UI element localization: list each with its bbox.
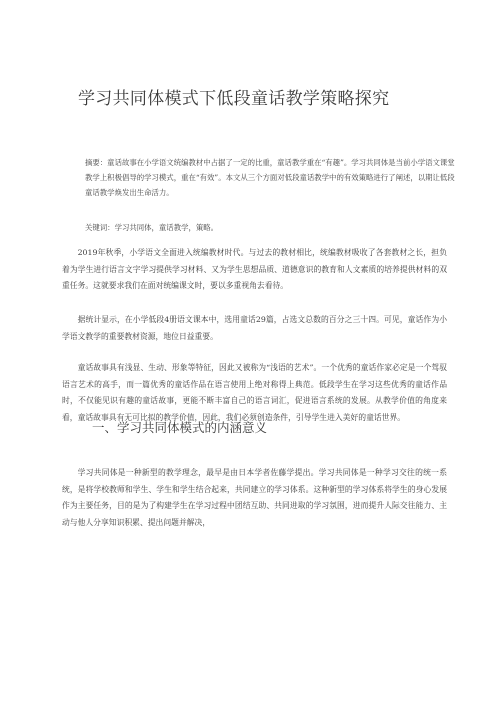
document-title: 学习共同体模式下低段童话教学策略探究 xyxy=(78,89,390,109)
body-paragraph-2: 据统计显示，在小学低段4册语文课本中，选用童话29篇，占选文总数的百分之三十四。可见，童话作为小学语文教学的重要教材资源，地位日益重要。 xyxy=(62,315,447,341)
abstract-paragraph: 摘要：童话故事在小学语文统编教材中占据了一定的比重，童话教学重在“有趣”。学习共同体是当前小学语文课堂教学上积极倡导的学习模式，重在“有效”。本文从三个方面对低段童话教学中的有效策略进行了阐述，以期让低段童话教学焕发出生命活力。 xyxy=(85,158,455,197)
body-paragraph-3: 童话故事具有浅显、生动、形象等特征，因此又被称为“浅语的艺术”。一个优秀的童话作家必定是一个驾驭语言艺术的高手，而一篇优秀的童话作品在语言使用上绝对称得上典范。低段学生在学习这些优秀的童话作品时，不仅能见识有趣的童话故事，更能不断丰富自己的语言词汇，促进语言系统的发展。从教学价值的角度来看，童话故事具有无可比拟的教学价值，因此，我们必须创造条件，引导学生进入美好的童话世界。 xyxy=(62,363,447,422)
body-paragraph-1: 2019年秋季，小学语文全面进入统编教材时代。与过去的教材相比，统编教材吸收了各套教材之长，担负着为学生进行语言文字学习提供学习材料、又为学生思想品质、道德意识的教育和人文素质的培养提供材料的双重任务。这就要求我们在面对统编课文时，要以多重视角去看待。 xyxy=(62,248,447,291)
body-paragraph-4: 学习共同体是一种新型的教学理念，最早是由日本学者佐藤学提出。学习共同体是一种学习交往的统一系统，是将学校教师和学生、学生和学生结合起来，共同建立的学习体系。这种新型的学习体系将学生的身心发展作为主要任务，目的是为了构建学生在学习过程中团结互助、共同进取的学习氛围，进而提升人际交往能力、主动与他人分享知识积累、提出问题并解决， xyxy=(62,468,447,527)
section-heading: 一、学习共同体模式的内涵意义 xyxy=(92,420,268,435)
keywords-line: 关键词：学习共同体，童话教学，策略。 xyxy=(85,223,219,232)
